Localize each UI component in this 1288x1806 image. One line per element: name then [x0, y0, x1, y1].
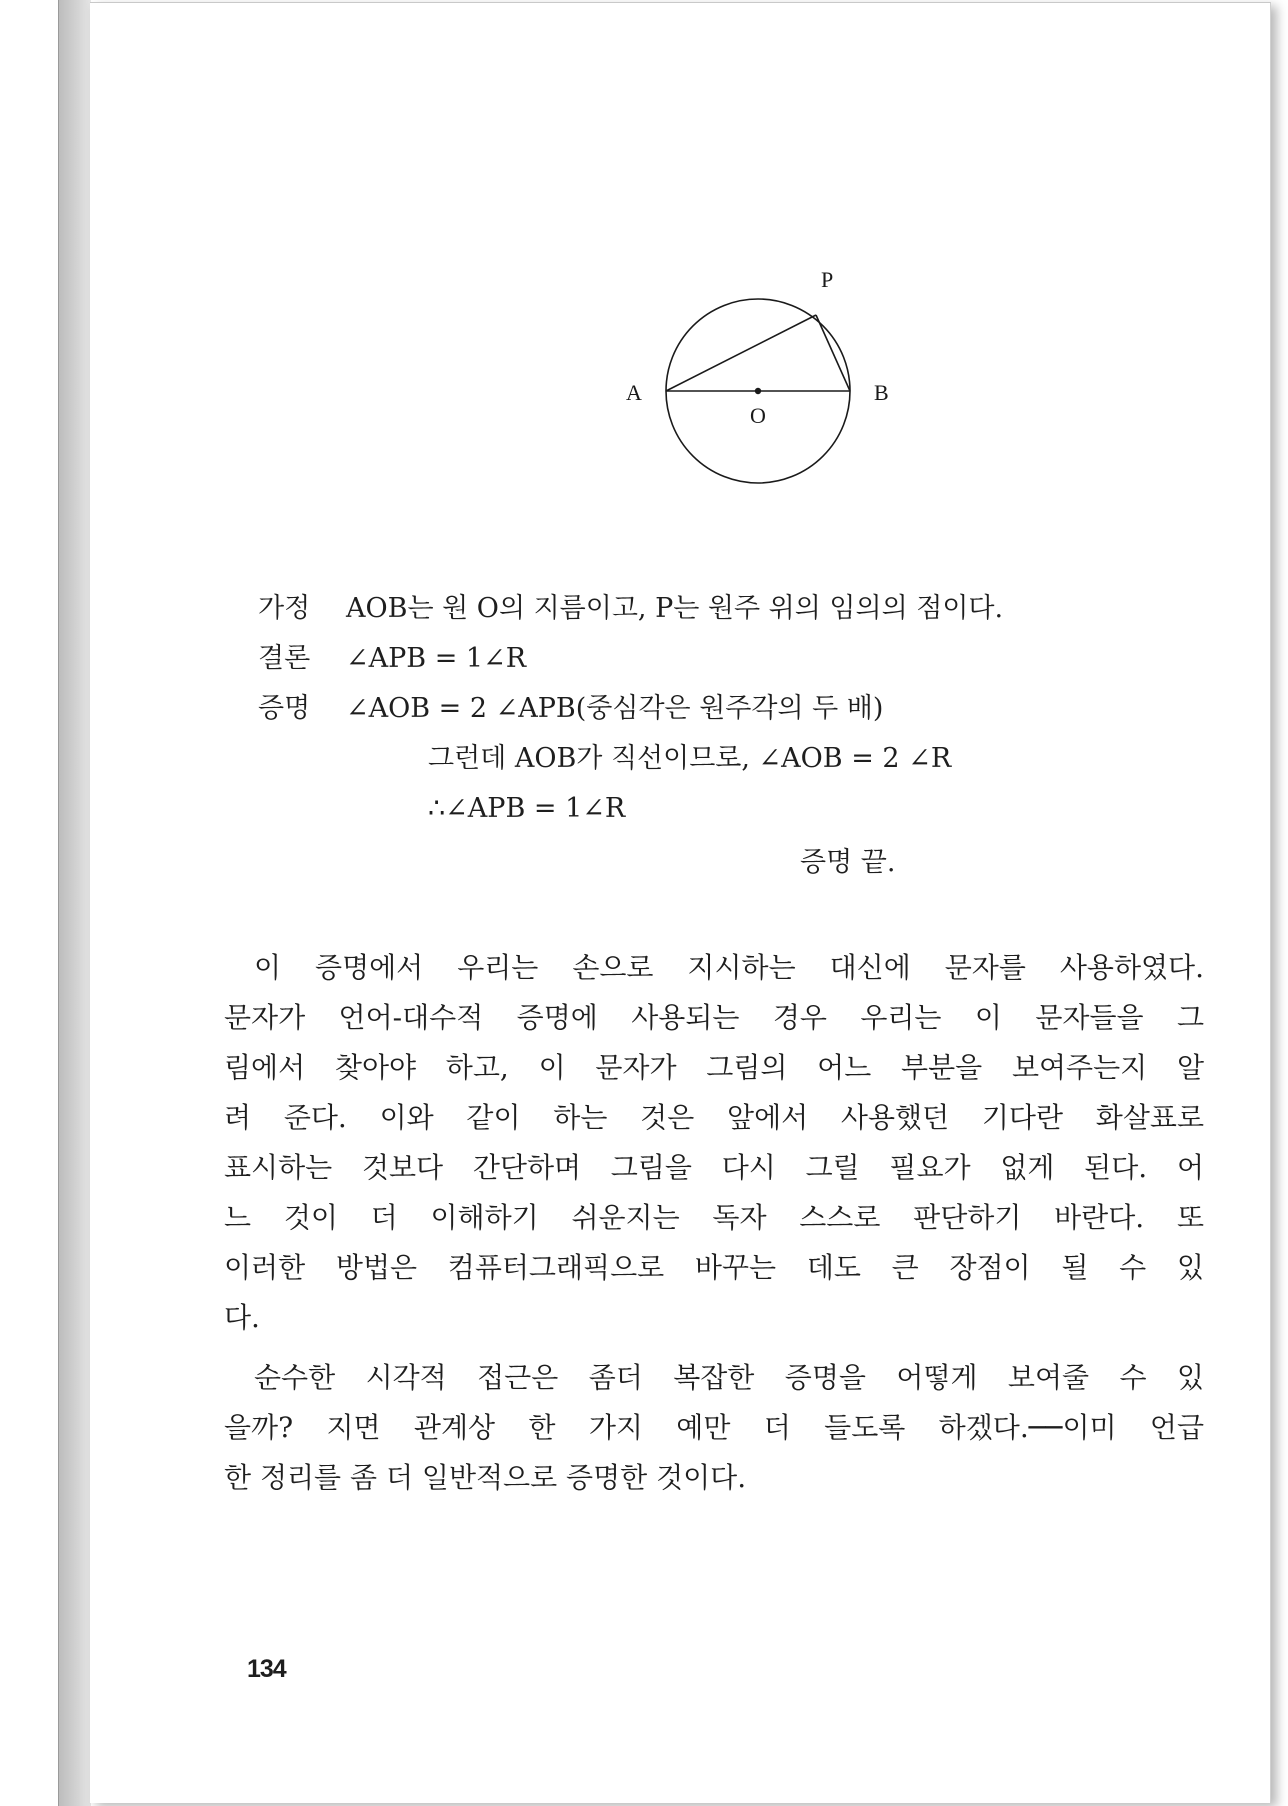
center-point-O — [755, 388, 761, 394]
paragraph-2-line: 순수한 시각적 접근은 좀더 복잡한 증명을 어떻게 보여줄 수 있 — [254, 1361, 1204, 1394]
proof-row-2: 그런데 AOB가 직선이므로, ∠AOB = 2 ∠R — [428, 743, 952, 774]
label-O: O — [750, 403, 766, 428]
paragraph-2-line: 한 정리를 좀 더 일반적으로 증명한 것이다. — [224, 1461, 747, 1494]
chord-AP — [666, 315, 816, 391]
label-B: B — [874, 380, 889, 405]
conclusion-text: ∠APB = 1∠R — [346, 643, 527, 674]
paragraph-1-line: 표시하는 것보다 간단하며 그림을 다시 그릴 필요가 없게 된다. 어 — [224, 1151, 1204, 1184]
proof-row-1 — [258, 689, 883, 729]
hypothesis-text: AOB는 원 O의 지름이고, P는 원주 위의 임의의 점이다. — [346, 593, 1004, 624]
conclusion-row — [258, 639, 526, 679]
paragraph-1-line: 이 증명에서 우리는 손으로 지시하는 대신에 문자를 사용하였다. — [254, 951, 1204, 984]
circle-diagram — [590, 253, 910, 513]
circle-diagram-svg — [590, 253, 910, 513]
label-P: P — [821, 267, 834, 292]
hypothesis-label: 가정 — [258, 593, 311, 624]
paragraph-1-line: 문자가 언어-대수적 증명에 사용되는 경우 우리는 이 문자들을 그 — [224, 1001, 1204, 1034]
proof-row-3: ∴∠APB = 1∠R — [428, 793, 626, 824]
paragraph-1-line: 려 준다. 이와 같이 하는 것은 앞에서 사용했던 기다란 화살표로 — [224, 1101, 1204, 1134]
page — [90, 2, 1271, 1803]
conclusion-label: 결론 — [258, 643, 311, 674]
paragraph-2-line: 을까? 지면 관계상 한 가지 예만 더 들도록 하겠다.──이미 언급 — [224, 1411, 1204, 1444]
paragraph-1-line: 이러한 방법은 컴퓨터그래픽으로 바꾸는 데도 큰 장점이 될 수 있 — [224, 1251, 1204, 1284]
paragraph-1-line: 림에서 찾아야 하고, 이 문자가 그림의 어느 부분을 보여주는지 알 — [224, 1051, 1204, 1084]
hypothesis-row — [258, 589, 1003, 629]
proof-label: 증명 — [258, 693, 311, 724]
chord-PB — [816, 315, 850, 391]
label-A: A — [626, 380, 642, 405]
paragraph-1-line: 다. — [224, 1301, 260, 1334]
book-spine — [58, 0, 91, 1806]
proof-text-1: ∠AOB = 2 ∠APB(중심각은 원주각의 두 배) — [346, 693, 884, 724]
page-number: 134 — [247, 1655, 286, 1683]
qed-mark: 증명 끝. — [800, 847, 896, 878]
paragraph-1-line: 느 것이 더 이해하기 쉬운지는 독자 스스로 판단하기 바란다. 또 — [224, 1201, 1204, 1234]
